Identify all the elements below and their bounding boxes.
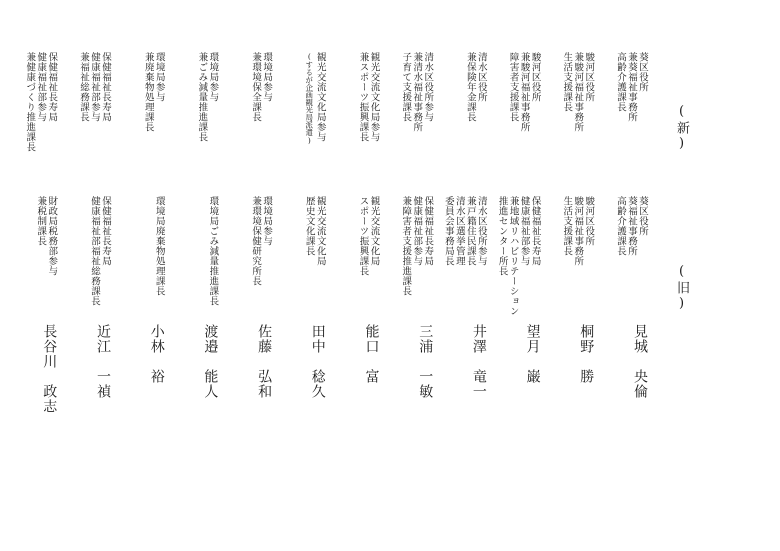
old-post: 財政局税務部参与 兼税制課長 <box>35 196 58 276</box>
new-post: 駿河区役所 兼駿河福祉事務所 生活支援課長 <box>561 52 595 132</box>
new-post: 保健福祉長寿局 健康福祉部参与 兼福祉総務課長 <box>78 52 111 122</box>
new-post: 環境局参与 兼ごみ減量推進課長 <box>196 52 219 142</box>
person-name: 能口 富 <box>363 324 380 384</box>
old-post: 環境局参与 兼環境保健研究所長 <box>250 196 273 286</box>
new-post: 駿河区役所 兼駿河福祉事務所 障害者支援課長 <box>507 52 541 132</box>
new-post: 環境局参与 兼環境保全課長 <box>250 52 273 122</box>
person-name: 近江 一禎 <box>95 324 111 399</box>
person-name: 渡邉 能人 <box>202 324 219 399</box>
new-post: 環境局参与 兼廃棄物処理課長 <box>142 52 165 132</box>
old-post: 環境局ごみ減量推進課長 <box>207 196 219 306</box>
old-post: 保健福祉長寿局 健康福祉部福祉総務課長 <box>89 196 111 306</box>
person-name: 三浦 一敏 <box>417 324 434 399</box>
new-post: 観光交流文化局参与 (するが企画観光局派遣) <box>304 52 326 145</box>
person-name: 望月 巌 <box>524 324 541 384</box>
person-name: 見城 央倫 <box>632 324 648 399</box>
new-post-note: (するが企画観光局派遣) <box>304 52 314 145</box>
person-name: 小林 裕 <box>148 324 165 384</box>
old-post: 葵区役所 葵福祉事務所 高齢介護課長 <box>615 196 648 256</box>
old-heading: (旧) <box>674 264 689 313</box>
person-name: 長谷川 政志 <box>41 324 58 414</box>
new-post: 清水区役所 兼保険年金課長 <box>464 52 487 122</box>
new-post: 葵区役所 兼葵福祉事務所 高齢介護課長 <box>615 52 648 122</box>
old-post: 保健福祉長寿局 健康福祉部参与 兼障害者支援推進課長 <box>400 196 434 296</box>
new-post: 保健福祉長寿局 健康福祉部参与 兼健康づくり推進課長 <box>24 52 58 152</box>
new-post: 観光交流文化局参与 兼スポーツ振興課長 <box>357 52 380 142</box>
new-heading: (新) <box>674 104 689 153</box>
person-name: 田中 稔久 <box>309 324 326 399</box>
new-post: 清水区役所参与 兼清水福祉事務所 子育て支援課長 <box>400 52 434 132</box>
old-post: 環境局廃棄物処理課長 <box>153 196 165 296</box>
old-post: 観光交流文化局 歴史文化課長 <box>303 196 326 266</box>
old-post: 観光交流文化局 スポーツ振興課長 <box>357 196 380 276</box>
person-name: 桐野 勝 <box>578 324 595 384</box>
person-name: 佐藤 弘和 <box>256 324 273 399</box>
old-post: 駿河区役所 駿河福祉事務所 生活支援課長 <box>561 196 595 266</box>
person-name: 井澤 竜一 <box>470 324 487 399</box>
old-post: 保健福祉長寿局 健康福祉部参与 兼地域リハビリテーション 推進センター所長 <box>496 196 541 316</box>
old-post: 清水区役所参与 兼戸籍住民課長 清水区選挙管理 委員会事務局長 <box>442 196 487 266</box>
